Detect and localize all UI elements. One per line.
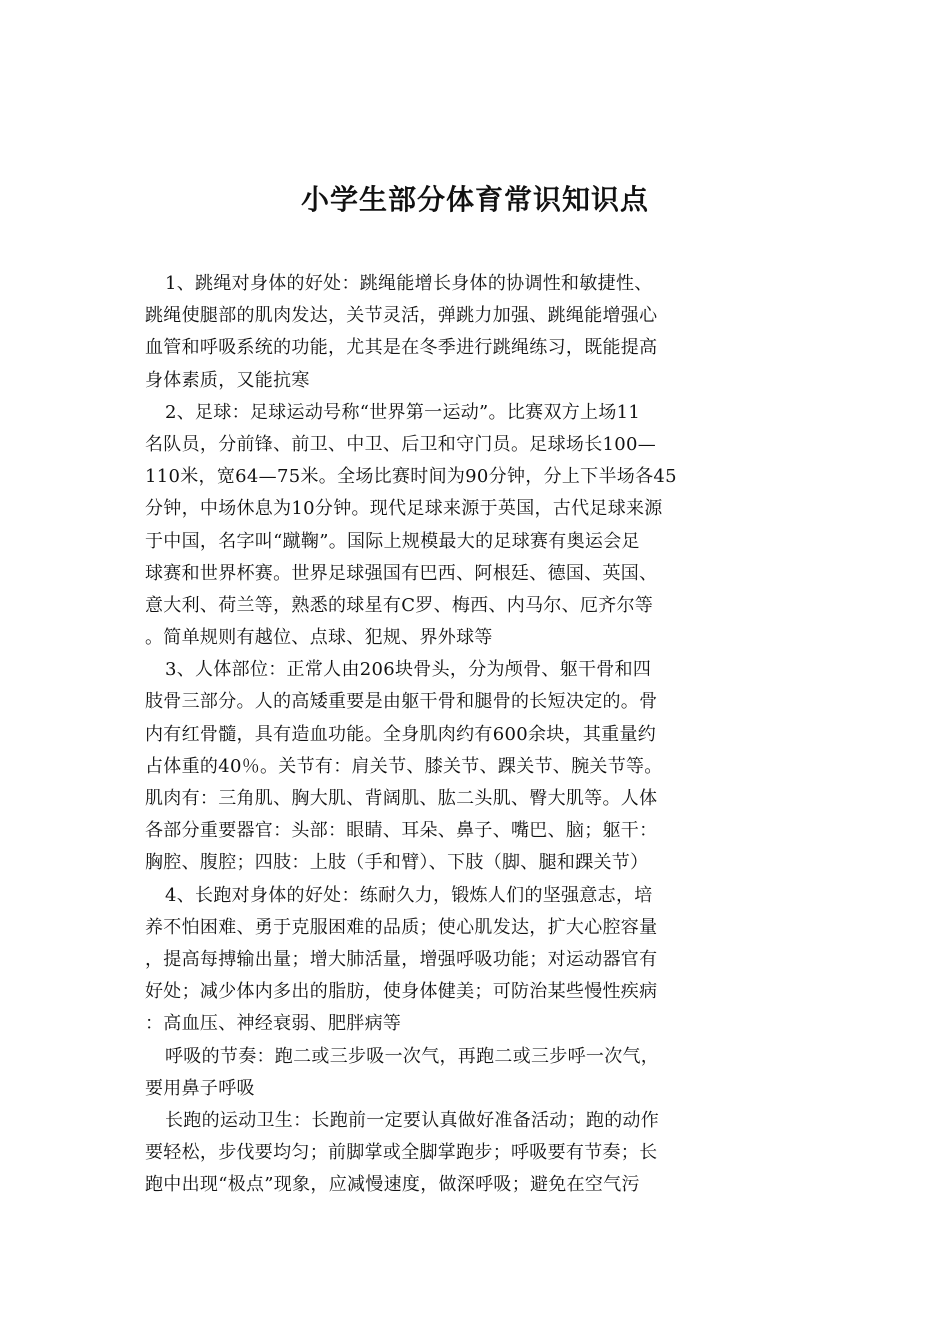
body-line: 养不怕困难、勇于克服困难的品质；使心肌发达，扩大心腔容量 — [145, 916, 658, 938]
body-line: 要轻松，步伐要均匀；前脚掌或全脚掌跑步；呼吸要有节奏；长 — [145, 1142, 658, 1164]
document-title: 小学生部分体育常识知识点 — [300, 183, 649, 216]
body-line: 。简单规则有越位、点球、犯规、界外球等 — [145, 627, 493, 649]
body-line: 血管和呼吸系统的功能，尤其是在冬季进行跳绳练习，既能提高 — [145, 337, 658, 359]
body-line: 3、人体部位：正常人由206块骨头，分为颅骨、躯干骨和四 — [165, 659, 652, 681]
body-line: ：高血压、神经衰弱、肥胖病等 — [145, 1013, 402, 1035]
body-line: 身体素质，又能抗寒 — [145, 369, 310, 391]
body-line: 好处；减少体内多出的脂肪，使身体健美；可防治某些慢性疾病 — [145, 981, 658, 1003]
body-line: ，提高每搏输出量；增大肺活量，增强呼吸功能；对运动器官有 — [145, 948, 658, 970]
body-line: 呼吸的节奏：跑二或三步吸一次气，再跑二或三步呼一次气， — [165, 1045, 660, 1067]
body-line: 长跑的运动卫生：长跑前一定要认真做好准备活动；跑的动作 — [165, 1109, 660, 1131]
body-line: 1、跳绳对身体的好处：跳绳能增长身体的协调性和敏捷性、 — [165, 273, 653, 294]
body-line: 2、足球：足球运动号称“世界第一运动”。比赛双方上场11 — [165, 401, 641, 423]
body-line: 肢骨三部分。人的高矮重要是由躯干骨和腿骨的长短决定的。骨 — [145, 691, 658, 713]
body-line: 跳绳使腿部的肌肉发达，关节灵活，弹跳力加强、跳绳能增强心 — [145, 305, 658, 327]
body-line: 跑中出现“极点”现象，应减慢速度，做深呼吸；避免在空气污 — [145, 1174, 640, 1196]
body-line: 各部分重要器官：头部：眼睛、耳朵、鼻子、嘴巴、脑；躯干： — [145, 820, 658, 842]
body-line: 内有红骨髓，具有造血功能。全身肌肉约有600余块，其重量约 — [145, 723, 657, 745]
body-line: 名队员，分前锋、前卫、中卫、后卫和守门员。足球场长100— — [145, 433, 657, 455]
body-line: 分钟，中场休息为10分钟。现代足球来源于英国，古代足球来源 — [145, 498, 663, 520]
body-line: 意大利、荷兰等，熟悉的球星有C罗、梅西、内马尔、厄齐尔等 — [145, 594, 654, 616]
body-line: 要用鼻子呼吸 — [145, 1077, 255, 1099]
body-line: 110米，宽64—75米。全场比赛时间为90分钟，分上下半场各45 — [145, 466, 677, 488]
body-line: 占体重的40％。关节有：肩关节、膝关节、踝关节、腕关节等。 — [145, 755, 663, 777]
body-line: 胸腔、腹腔；四肢：上肢（手和臂）、下肢（脚、腿和踝关节） — [145, 852, 649, 874]
document-body — [145, 268, 810, 1201]
body-line: 于中国，名字叫“蹴鞠”。国际上规模最大的足球赛有奥运会足 — [145, 530, 640, 552]
body-line: 4、长跑对身体的好处：练耐久力，锻炼人们的坚强意志，培 — [165, 884, 653, 906]
body-line: 球赛和世界杯赛。世界足球强国有巴西、阿根廷、德国、英国、 — [145, 562, 658, 584]
body-line: 肌肉有：三角肌、胸大肌、背阔肌、肱二头肌、臀大肌等。人体 — [145, 788, 658, 809]
